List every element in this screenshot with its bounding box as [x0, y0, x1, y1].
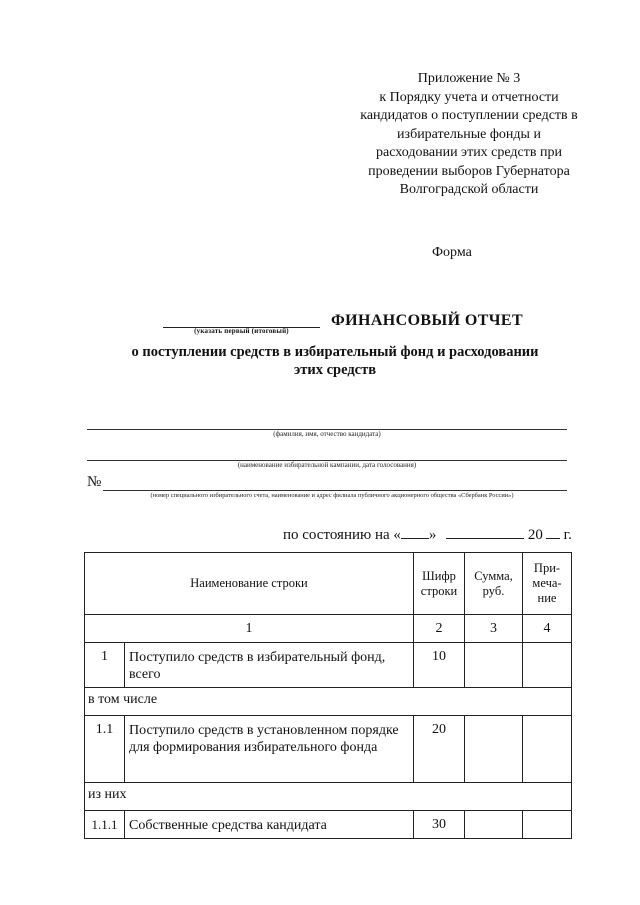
header-sum	[465, 553, 523, 615]
form-label: Форма	[432, 245, 472, 260]
month-field[interactable]	[446, 526, 524, 539]
appendix-line: избирательные фонды и	[397, 126, 541, 142]
table-row	[85, 811, 572, 839]
account-number-field[interactable]	[103, 490, 567, 491]
header-row-code	[414, 553, 465, 615]
row-code: 30	[414, 811, 465, 839]
table-span-row	[85, 688, 572, 716]
row-name: Поступило средств в избирательный фонд, всего	[125, 643, 414, 688]
report-title: ФИНАНСОВЫЙ ОТЧЕТ	[331, 312, 524, 329]
column-number: 3	[465, 615, 523, 643]
header-note-line: При-	[533, 561, 561, 575]
subtitle-line: о поступлении средств в избирательный фонд и расходовании	[131, 344, 539, 360]
appendix-line: расходовании этих средств при	[376, 145, 562, 160]
column-number: 2	[414, 615, 465, 643]
year-field[interactable]	[546, 526, 560, 539]
span-row-label: в том числе	[85, 688, 572, 716]
subtitle-line: этих средств	[293, 362, 377, 378]
row-number: 1.1.1	[85, 811, 125, 839]
appendix-line: кандидатов о поступлении средств в	[360, 108, 578, 123]
number-sign: №	[87, 474, 102, 490]
header-row-name: Наименование строки	[85, 553, 414, 615]
row-name: Собственные средства кандидата	[125, 811, 414, 839]
row-code: 10	[414, 643, 465, 688]
span-row-label: из них	[85, 783, 572, 811]
column-number: 1	[85, 615, 414, 643]
year-suffix: г.	[563, 527, 572, 543]
column-number: 4	[523, 615, 572, 643]
appendix-header	[335, 70, 603, 200]
header-note-line: меча-	[532, 576, 562, 590]
report-type-hint: (указать первый (итоговый)	[194, 327, 289, 335]
financial-table	[84, 552, 572, 839]
table-span-row	[85, 783, 572, 811]
as-of-prefix: по состоянию на «	[283, 527, 401, 543]
day-field[interactable]	[401, 526, 429, 539]
row-number: 1.1	[85, 716, 125, 783]
row-note-cell[interactable]	[523, 716, 572, 783]
appendix-line: к Порядку учета и отчетности	[379, 89, 559, 105]
campaign-hint: (наименование избирательной кампании, дата голосования)	[237, 461, 417, 469]
row-sum-cell[interactable]	[465, 716, 523, 783]
row-name: Поступило средств в установленном порядке для формирования избирательного фонда	[125, 716, 414, 783]
appendix-line: Приложение № 3	[417, 71, 521, 86]
as-of-date	[283, 526, 572, 544]
candidate-name-hint: (фамилия, имя, отчество кандидата)	[273, 430, 381, 438]
row-code: 20	[414, 716, 465, 783]
row-sum-cell[interactable]	[465, 811, 523, 839]
quote-close: »	[428, 527, 437, 543]
appendix-line: проведении выборов Губернатора	[368, 163, 570, 179]
header-note	[523, 553, 572, 615]
appendix-line: Волгоградской области	[399, 182, 539, 197]
row-number: 1	[85, 643, 125, 688]
header-code-line: строки	[420, 583, 458, 598]
table-row	[85, 643, 572, 688]
table-row	[85, 716, 572, 783]
row-note-cell[interactable]	[523, 811, 572, 839]
table-header-row	[85, 553, 572, 615]
column-number-row	[85, 615, 572, 643]
header-sum-line: Сумма,	[474, 568, 513, 583]
row-note-cell[interactable]	[523, 643, 572, 688]
year-prefix: 20	[527, 527, 543, 543]
header-code-line: Шифр	[422, 568, 456, 583]
report-subtitle	[100, 343, 570, 379]
account-hint: (номер специального избирательного счета, наименование и адрес филиала публичного акционерного общества «Сбербанк России»)	[150, 492, 514, 499]
row-sum-cell[interactable]	[465, 643, 523, 688]
header-note-line: ние	[537, 591, 557, 605]
header-sum-line: руб.	[482, 583, 505, 598]
